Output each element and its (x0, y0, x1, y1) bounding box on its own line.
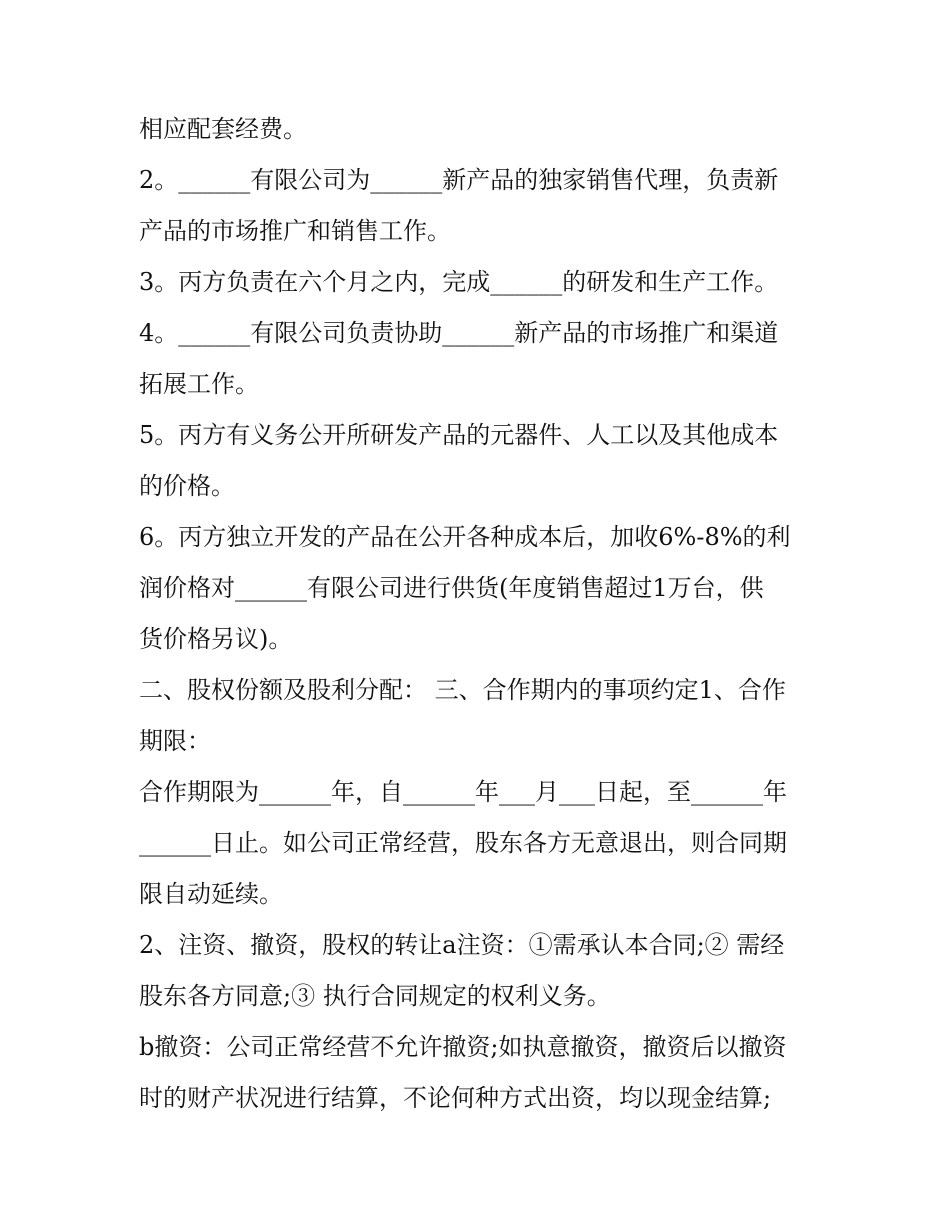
text-line: ______日止。如公司正常经营，股东各方无意退出，则合同期 (139, 829, 787, 857)
text-line: 6。丙方独立开发的产品在公开各种成本后，加收6%-8%的利 (139, 523, 791, 551)
text-line: 二、股权份额及股利分配： 三、合作期内的事项约定1、合作 (139, 676, 786, 704)
text-line: 4。______有限公司负责协助______新产品的市场推广和渠道 (139, 319, 779, 347)
text-line: 5。丙方有义务公开所研发产品的元器件、人工以及其他成本 (139, 421, 779, 449)
text-line: 润价格对______有限公司进行供货(年度销售超过1万台，供 (139, 574, 764, 602)
text-line: 拓展工作。 (139, 370, 259, 398)
text-line: 合作期限为______年，自______年___月___日起，至______年 (139, 778, 787, 806)
text-line: 2、注资、撤资，股权的转让a注资：①需承认本合同;② 需经 (139, 931, 785, 959)
text-line: 股东各方同意;③ 执行合同规定的权利义务。 (139, 982, 611, 1010)
text-line: 2。______有限公司为______新产品的独家销售代理，负责新 (139, 166, 779, 194)
text-line: 限自动延续。 (139, 880, 283, 908)
text-line: 时的财产状况进行结算，不论何种方式出资，均以现金结算; (139, 1084, 772, 1112)
document-body (139, 104, 819, 1124)
text-line: 货价格另议)。 (139, 625, 293, 653)
text-line: 3。丙方负责在六个月之内，完成______的研发和生产工作。 (139, 268, 779, 296)
text-line: 的价格。 (139, 472, 235, 500)
text-line: 产品的市场推广和销售工作。 (139, 217, 451, 245)
text-line: 期限： (139, 727, 211, 755)
text-line: b撤资：公司正常经营不允许撤资;如执意撤资，撤资后以撤资 (139, 1033, 787, 1061)
text-line: 相应配套经费。 (139, 115, 307, 143)
